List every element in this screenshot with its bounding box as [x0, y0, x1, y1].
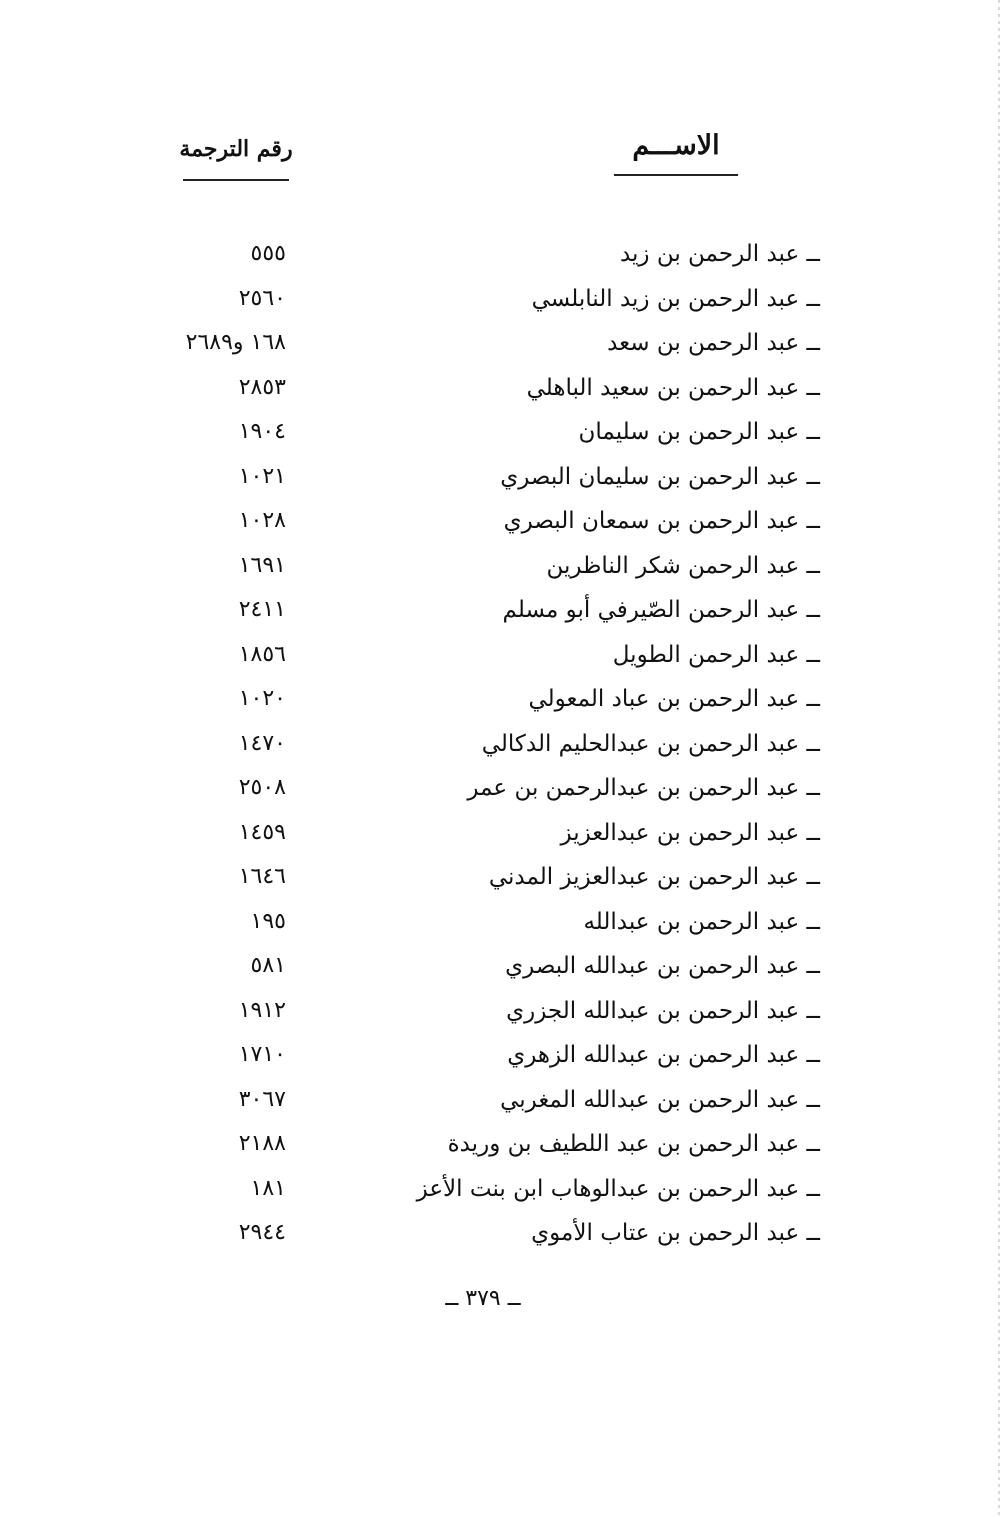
entry-name: ــ عبد الرحمن بن سليمان [578, 419, 820, 445]
entry-number: ١٤٥٩ [238, 819, 286, 845]
index-row [0, 633, 1006, 677]
entry-name: ــ عبد الرحمن بن سمعان البصري [503, 508, 820, 534]
entry-number: ٢٩٤٤ [238, 1220, 286, 1245]
entry-number: ١٦٤٦ [238, 864, 286, 889]
index-row [0, 811, 1006, 855]
entry-number: ٥٨١ [250, 953, 286, 978]
index-row [0, 1167, 1006, 1211]
index-row [0, 588, 1006, 632]
entry-number: ٥٥٥ [250, 241, 286, 266]
entry-name: ــ عبد الرحمن بن عباد المعولي [528, 686, 820, 712]
entry-number: ٢٥٦٠ [238, 285, 286, 311]
entry-name: ــ عبد الرحمن الصّيرفي أبو مسلم [502, 597, 820, 623]
entry-name: ــ عبد الرحمن بن زيد [619, 241, 820, 267]
index-row [0, 410, 1006, 454]
index-row [0, 855, 1006, 899]
entry-name: ــ عبد الرحمن بن عبدالله الزهري [507, 1042, 820, 1068]
entry-name: ــ عبد الرحمن بن عتاب الأموي [531, 1220, 820, 1246]
entry-name: ــ عبد الرحمن الطويل [612, 641, 820, 668]
entry-name: ــ عبد الرحمن بن عبدالوهاب ابن بنت الأعز [416, 1175, 820, 1202]
name-header-underline [614, 174, 738, 176]
entry-number: ١٧١٠ [238, 1042, 286, 1067]
entry-name: ــ عبد الرحمن بن زيد النابلسي [531, 285, 820, 312]
index-row [0, 766, 1006, 810]
page-number: ــ ٣٧٩ ــ [445, 1286, 521, 1311]
index-row [0, 989, 1006, 1033]
entry-number: ١٨٥٦ [238, 641, 286, 667]
entry-name: ــ عبد الرحمن شكر الناظرين [546, 552, 820, 579]
entry-number: ١٨١ [250, 1175, 286, 1201]
index-row [0, 900, 1006, 944]
entry-number: ١٦٨ و٢٦٨٩ [185, 330, 286, 355]
entry-name: ــ عبد الرحمن بن سعد [607, 330, 820, 356]
entry-number: ١٠٢١ [238, 463, 286, 489]
entry-name: ــ عبد الرحمن بن عبدالله [583, 908, 820, 935]
index-row [0, 499, 1006, 543]
number-header-underline [183, 179, 289, 181]
entry-name: ــ عبد الرحمن بن عبدالرحمن بن عمر [467, 775, 820, 801]
entry-number: ١٩٠٤ [238, 419, 286, 444]
entry-name: ــ عبد الرحمن بن عبدالله البصري [505, 953, 820, 979]
index-row [0, 944, 1006, 988]
entry-name: ــ عبد الرحمن بن عبد اللطيف بن وريدة [447, 1131, 820, 1157]
index-row [0, 277, 1006, 321]
index-row [0, 1033, 1006, 1077]
index-row [0, 1211, 1006, 1255]
entry-number: ١٠٢٠ [238, 686, 286, 711]
entry-name: ــ عبد الرحمن بن سعيد الباهلي [526, 374, 820, 401]
entry-number: ٢١٨٨ [238, 1131, 286, 1156]
index-row [0, 321, 1006, 365]
name-column-header: الاســـم [632, 130, 720, 161]
entry-number: ٢٨٥٣ [238, 374, 286, 400]
entry-name: ــ عبد الرحمن بن عبدالله المغربي [500, 1086, 820, 1113]
entry-name: ــ عبد الرحمن بن سليمان البصري [500, 463, 820, 490]
entry-number: ١٤٧٠ [238, 730, 286, 756]
entry-number: ١٠٢٨ [238, 508, 286, 533]
index-row [0, 1078, 1006, 1122]
entry-name: ــ عبد الرحمن بن عبدالعزيز المدني [488, 864, 820, 890]
index-row [0, 366, 1006, 410]
entry-number: ٢٤١١ [238, 597, 286, 622]
entry-name: ــ عبد الرحمن بن عبدالحليم الدكالي [481, 730, 820, 757]
index-row [0, 232, 1006, 276]
index-row [0, 722, 1006, 766]
entry-number: ٢٥٠٨ [238, 775, 286, 800]
entry-name: ــ عبد الرحمن بن عبدالله الجزري [506, 997, 820, 1024]
entry-number: ١٦٩١ [238, 552, 286, 578]
index-row [0, 1122, 1006, 1166]
index-row [0, 677, 1006, 721]
entry-number: ١٩١٢ [238, 997, 286, 1023]
number-column-header: رقم الترجمة [179, 136, 293, 162]
index-row [0, 544, 1006, 588]
entry-name: ــ عبد الرحمن بن عبدالعزيز [560, 819, 820, 846]
index-row [0, 455, 1006, 499]
entry-number: ٣٠٦٧ [238, 1086, 286, 1112]
entry-number: ١٩٥ [250, 908, 286, 934]
